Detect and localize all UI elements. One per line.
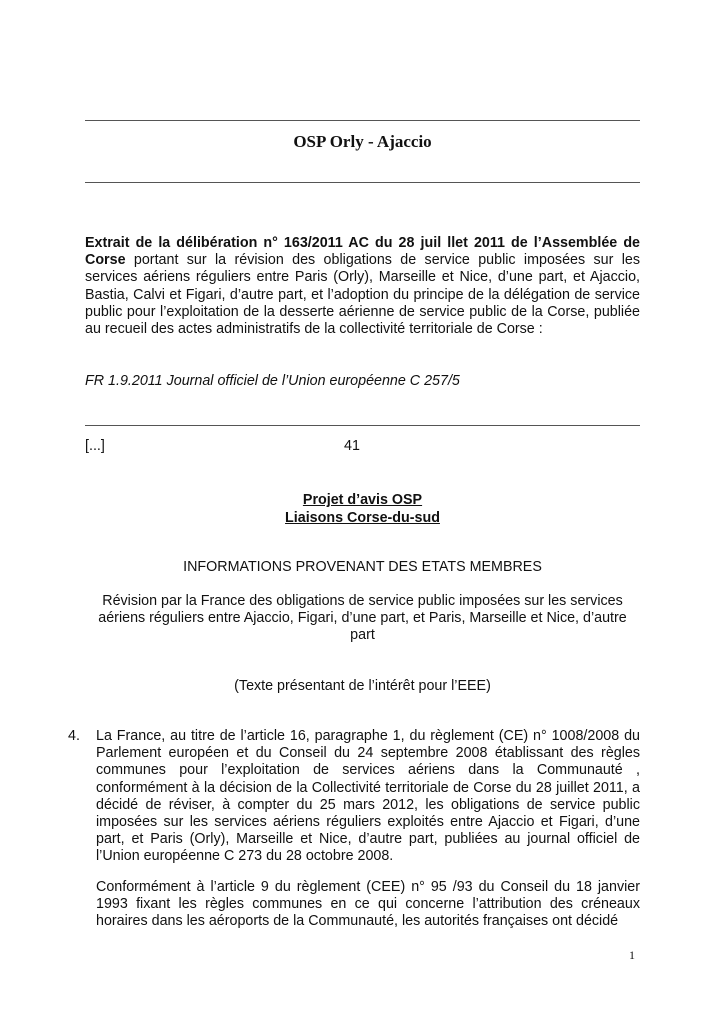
item-4-paragraph: La France, au titre de l’article 16, paragraphe 1, du règlement (CE) n° 1008/2008 du Parlement européen et du Conseil du 24 septembre 2008 établissant des règles communes pour l’exploitation de services aériens dans la Communauté , conformément à la décision de la Collectivité territoriale de Corse du 28 juillet 2011, a décidé de réviser, à compter du 25 mars 2012, les obligations de service public imposées sur les services aériens réguliers exploités entre Ajaccio et Figari, d’une part, et Paris (Orly), Marseille et Nice, d’autre part, publiées au journal officiel de l’Union européenne C 273 du 28 octobre 2008. [96, 728, 640, 865]
extract-paragraph [85, 235, 640, 338]
section-number: 41 [344, 438, 360, 454]
ellipsis-marker: [...] [85, 438, 105, 454]
extract-text: portant sur la révision des obligations de service public imposées sur les services aériens réguliers entre Paris (Orly), Marseille et Nice, d’une part, et Ajaccio, Bastia, Calvi et Figari, d’autre part, et l’adoption du principe de la délégation de service public pour l’exploitation de la desserte aérienne de service public de la Corse, publiée au recueil des actes administratifs de la collectivité territoriale de Corse : [85, 252, 640, 338]
revision-line-2: aériens réguliers entre Ajaccio, Figari, d’une part, et Paris, Marseille et Nice, d’autre [98, 610, 627, 626]
page-number: 1 [629, 948, 635, 962]
informations-heading: INFORMATIONS PROVENANT DES ETATS MEMBRES [183, 559, 542, 575]
item-number: 4. [68, 728, 80, 744]
journal-reference: FR 1.9.2011 Journal officiel de l’Union européenne C 257/5 [85, 373, 460, 389]
document-title: OSP Orly - Ajaccio [293, 132, 432, 151]
revision-line-3: part [350, 627, 375, 643]
revision-line-1: Révision par la France des obligations de service public imposées sur les services [102, 593, 623, 609]
title-bottom-rule [85, 182, 640, 183]
extract-bottom-rule [85, 425, 640, 426]
item-4-continuation: Conformément à l’article 9 du règlement (CEE) n° 95 /93 du Conseil du 18 janvier 1993 fixant les règles communes en ce qui concerne l’attribution des créneaux horaires dans les aéroports de la Communauté, les autorités françaises ont décidé [96, 879, 640, 930]
projet-title: Projet d’avis OSP [302, 492, 423, 508]
top-rule [85, 120, 640, 121]
extract-bold-lead: Extrait de la délibération n° 163/2011 AC du 28 juil llet 2011 de l’Assemblée de Corse [85, 235, 640, 269]
eee-note: (Texte présentant de l’intérêt pour l’EEE) [234, 678, 491, 694]
projet-subtitle: Liaisons Corse-du-sud [285, 510, 440, 526]
